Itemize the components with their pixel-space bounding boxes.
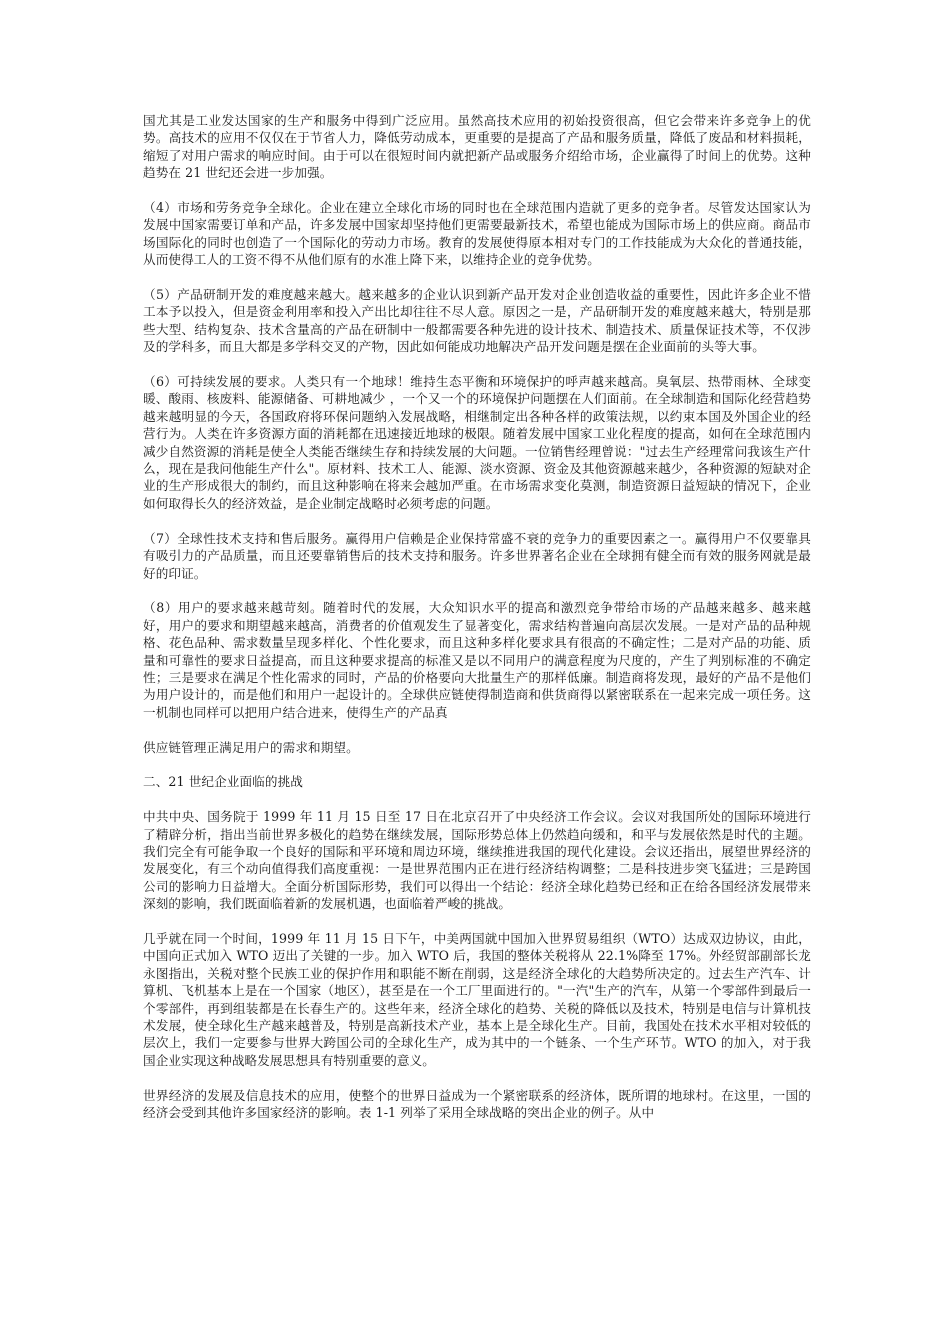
paragraph-high-tech-advantages: 国尤其是工业发达国家的生产和服务中得到广泛应用。虽然高技术应用的初始投资很高，但它会带来许多竞争上的优势。高技术的应用不仅仅在于节省人力，降低劳动成本，更重要的是提高了产品和服务质量，降低了废品和材料损耗，缩短了对用户需求的响应时间。由于可以在很短时间内就把新产品或服务介绍给市场，企业赢得了时间上的优势。这种趋势在 21 世纪还会进一步加强。 xyxy=(143,113,811,181)
section-heading-challenges: 二、21 世纪企业面临的挑战 xyxy=(143,774,303,790)
paragraph-global-village: 世界经济的发展及信息技术的应用，使整个的世界日益成为一个紧密联系的经济体，既所谓的地球村。在这里，一国的经济会受到其他许多国家经济的影响。表 1-1 列举了采用全球战略的突出企业的例子。从中 xyxy=(143,1087,811,1120)
paragraph-market-labor-globalization: （4）市场和劳务竞争全球化。企业在建立全球化市场的同时也在全球范围内造就了更多的竞争者。尽管发达国家认为发展中国家需要订单和产品，许多发展中国家却坚持他们更需要最新技术，希望也能成为国际市场上的供应商。商品市场国际化的同时也创造了一个国际化的劳动力市场。教育的发展使得原本相对专门的工作技能成为大众化的普通技能，从而使得工人的工资不得不从他们原有的水准上降下来，以维持企业的竞争优势。 xyxy=(143,200,811,268)
paragraph-product-development-difficulty: （5）产品研制开发的难度越来越大。越来越多的企业认识到新产品开发对企业创造收益的重要性，因此许多企业不惜工本予以投入，但是资金利用率和投入产出比却往往不尽人意。原因之一是，产品研制开发的难度越来越大，特别是那些大型、结构复杂、技术含量高的产品在研制中一般都需要各种先进的设计技术、制造技术、质量保证技术等，不仅涉及的学科多，而且大都是多学科交叉的产物，因此如何能成功地解决产品开发问题是摆在企业面前的头等大事。 xyxy=(143,287,811,355)
paragraph-global-support-service: （7）全球性技术支持和售后服务。赢得用户信赖是企业保持常盛不衰的竞争力的重要因素之一。赢得用户不仅要靠具有吸引力的产品质量，而且还要靠销售后的技术支持和服务。许多世界著名企业在全球拥有健全而有效的服务网就是最好的印证。 xyxy=(143,530,811,581)
document-page xyxy=(143,112,811,1139)
paragraph-wto-agreement: 几乎就在同一个时间，1999 年 11 月 15 日下午，中美两国就中国加入世界贸易组织（WTO）达成双边协议，由此，中国向正式加入 WTO 迈出了关键的一步。加入 WTO 后，我国的整体关税将从 22.1%降至 17%。外经贸部副部长龙永图指出，关税对整个民族工业的保护作用和职能不断在削弱，这是经济全球化的大趋势所决定的。过去生产汽车、计算机、飞机基本上是在一个国家（地区），甚至是在一个工厂里面进行的。"一汽"生产的汽车，从第一个零部件到最后一个零部件，再到组装都是在长春生产的。这些年来，经济全球化的趋势、关税的降低以及技术，特别是电信与计算机技术发展，使全球化生产越来越普及，特别是高新技术产业，基本上是全球化生产。目前，我国处在技术水平相对较低的层次上，我们一定要参与世界大跨国公司的全球化生产，成为其中的一个链条、一个生产环节。WTO 的加入，对于我国企业实现这种战略发展思想具有特别重要的意义。 xyxy=(143,930,811,1068)
paragraph-economic-work-conference: 中共中央、国务院于 1999 年 11 月 15 日至 17 日在北京召开了中央经济工作会议。会议对我国所处的国际环境进行了精辟分析，指出当前世界多极化的趋势在继续发展，国际形势总体上仍然趋向缓和，和平与发展依然是时代的主题。我们完全有可能争取一个良好的国际和平环境和周边环境，继续推进我国的现代化建设。会议还指出，展望世界经济的发展变化，有三个动向值得我们高度重视：一是世界范围内正在进行经济结构调整；二是科技进步突飞猛进；三是跨国公司的影响力日益增大。全面分析国际形势，我们可以得出一个结论：经济全球化趋势已经和正在给各国经济发展带来深刻的影响，我们既面临着新的发展机遇，也面临着严峻的挑战。 xyxy=(143,809,811,912)
paragraph-customer-demands: （8）用户的要求越来越苛刻。随着时代的发展，大众知识水平的提高和激烈竞争带给市场的产品越来越多、越来越好，用户的要求和期望越来越高，消费者的价值观发生了显著变化，需求结构普遍向高层次发展。一是对产品的品种规格、花色品种、需求数量呈现多样化、个性化要求，而且这种多样化要求具有很高的不确定性；二是对产品的功能、质量和可靠性的要求日益提高，而且这种要求提高的标准又是以不同用户的满意程度为尺度的，产生了判别标准的不确定性；三是要求在满足个性化需求的同时，产品的价格要向大批量生产的那样低廉。制造商将发现，最好的产品不是他们为用户设计的，而是他们和用户一起设计的。全球供应链使得制造商和供货商得以紧密联系在一起来完成一项任务。这一机制也同样可以把用户结合进来，使得生产的产品真 xyxy=(143,600,811,720)
paragraph-supply-chain-fragment: 供应链管理正满足用户的需求和期望。 xyxy=(143,739,359,755)
paragraph-sustainable-development: （6）可持续发展的要求。人类只有一个地球！维持生态平衡和环境保护的呼声越来越高。臭氧层、热带雨林、全球变暖、酸雨、核废料、能源储备、可耕地减少 ，一个又一个的环境保护问题摆在人们面前。在全球制造和国际化经营趋势越来越明显的今天，各国政府将环保问题纳入发展战略，相继制定出各种各样的政策法规，以约束本国及外国企业的经营行为。人类在许多资源方面的消耗都在迅速接近地球的极限。随着发展中国家工业化程度的提高，如何在全球范围内减少自然资源的消耗是使全人类能否继续生存和持续发展的大问题。一位销售经理曾说："过去生产经理常问我该生产什么，现在是我问他能生产什么"。原材料、技术工人、能源、淡水资源、资金及其他资源越来越少，各种资源的短缺对企业的生产形成很大的制约，而且这种影响在将来会越加严重。在市场需求变化莫测，制造资源日益短缺的情况下，企业如何取得长久的经济效益，是企业制定战略时必须考虑的问题。 xyxy=(143,374,811,511)
